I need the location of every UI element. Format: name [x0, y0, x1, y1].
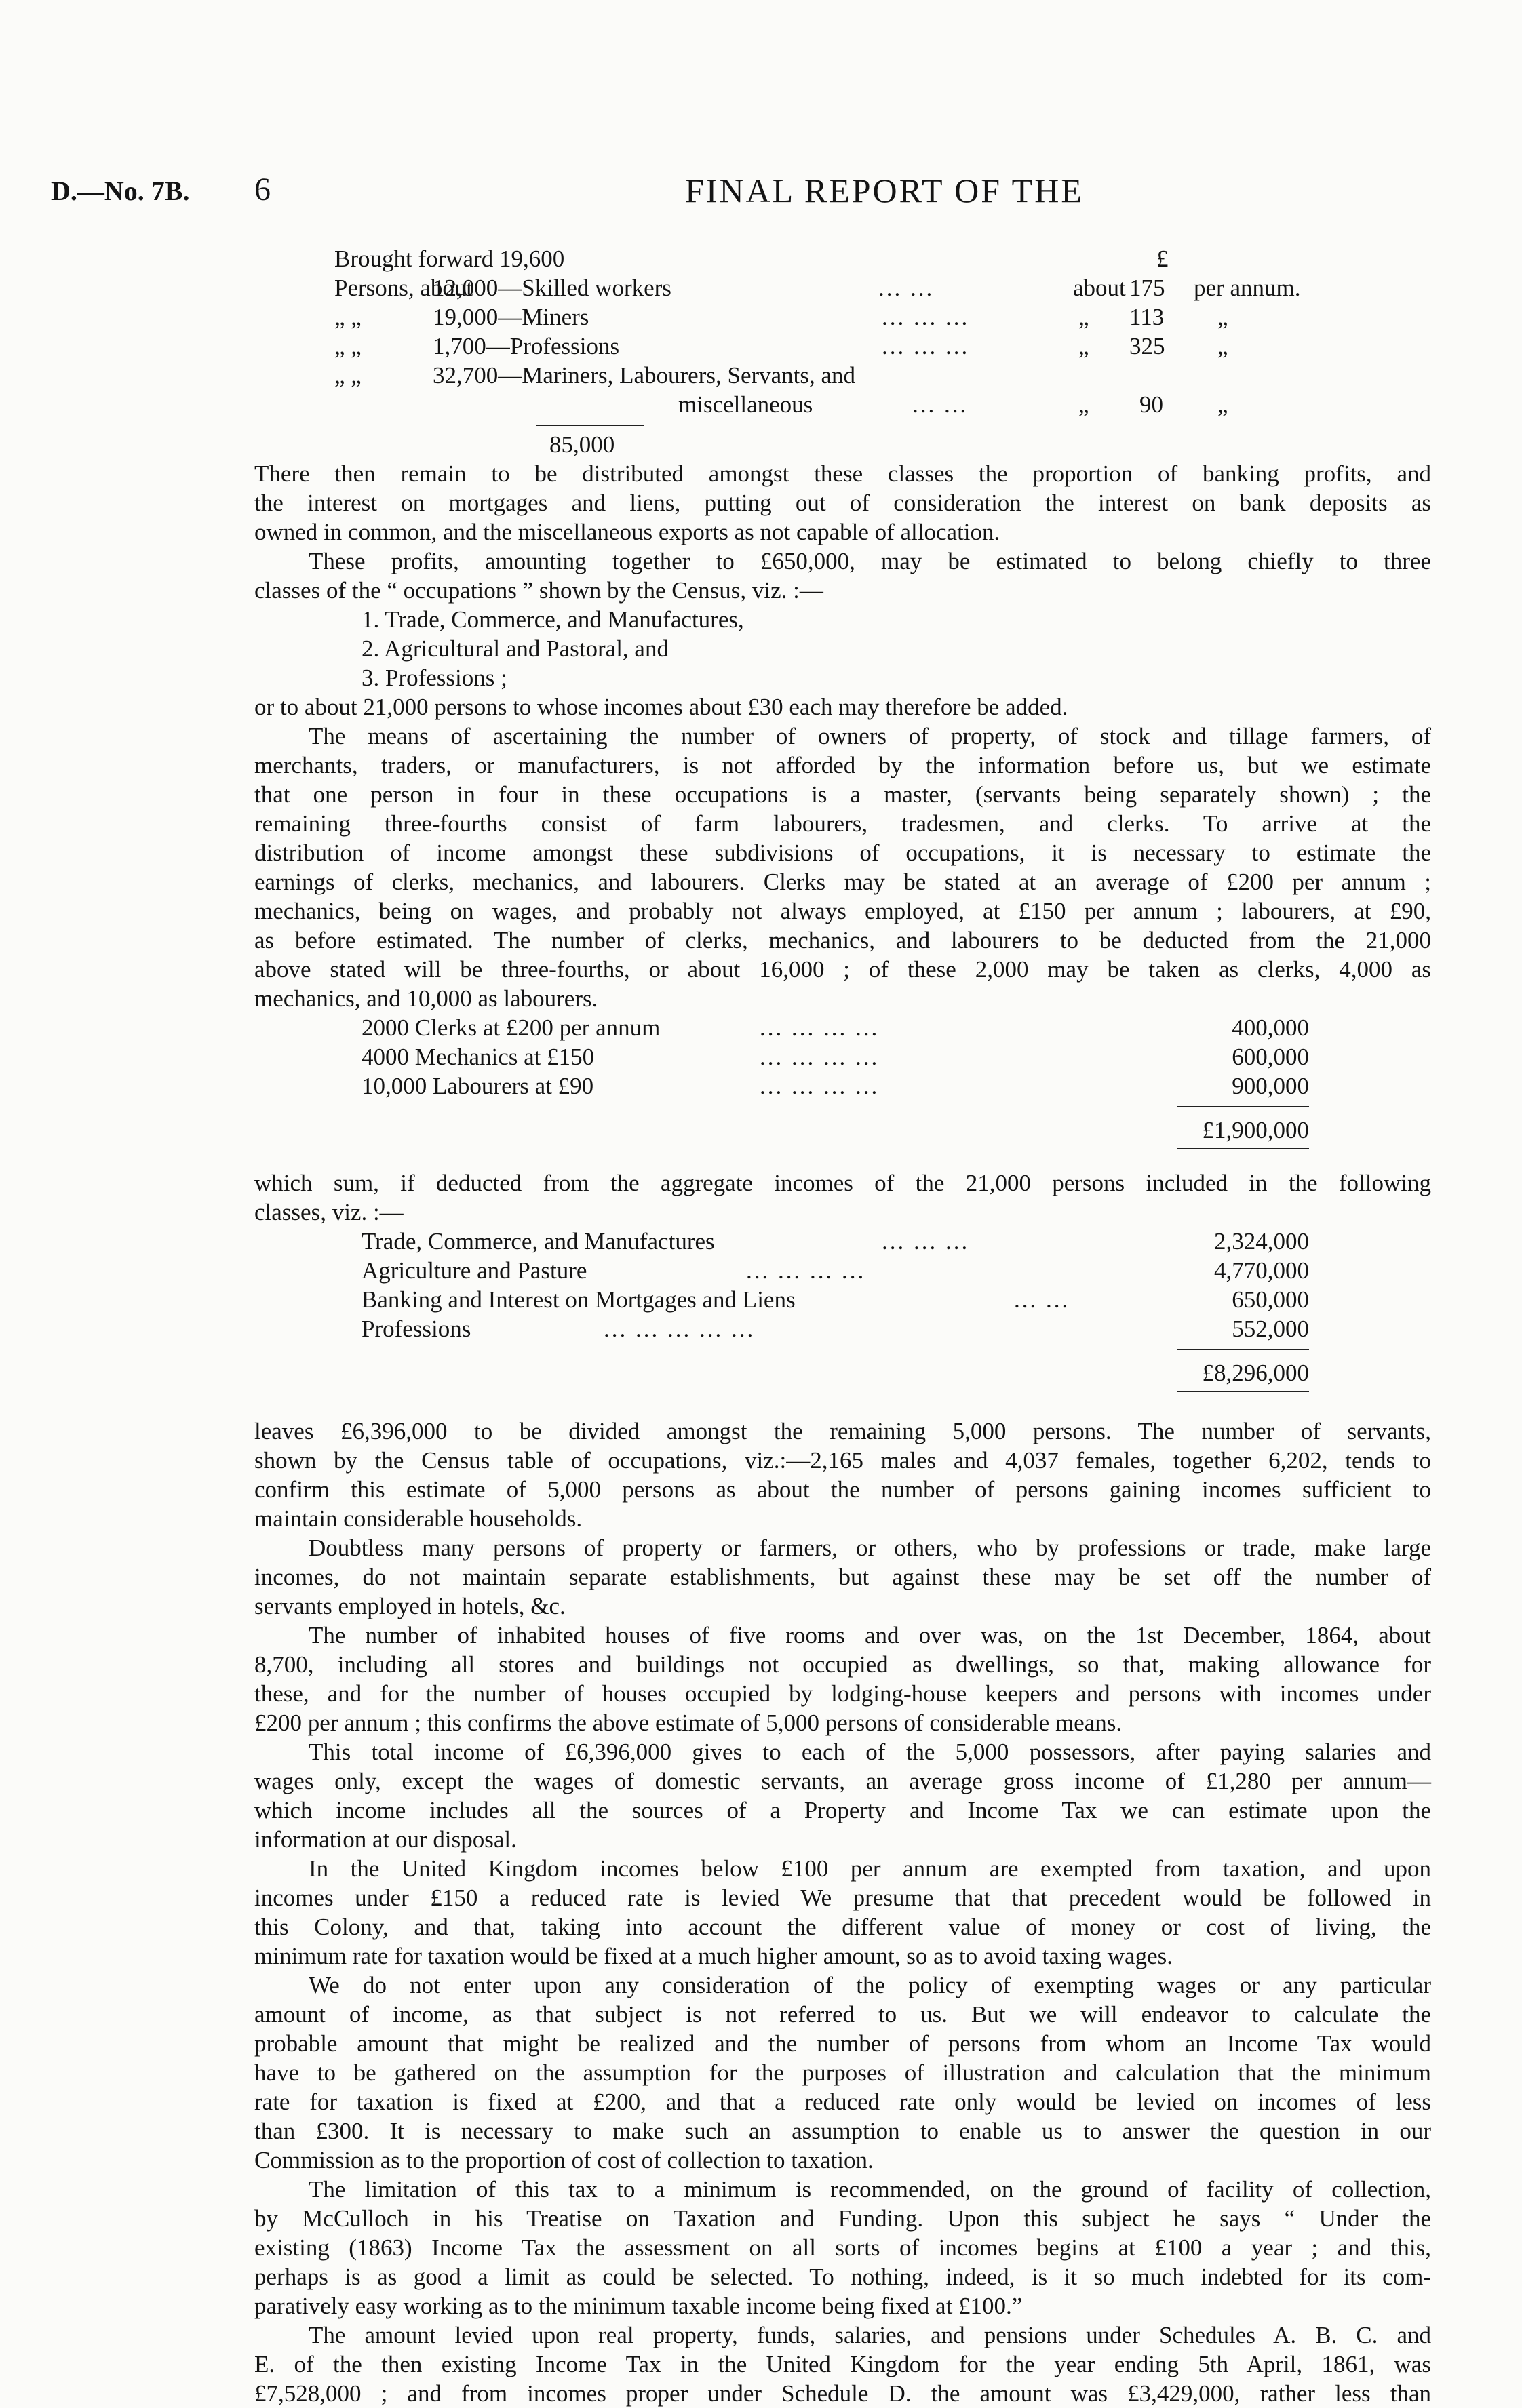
- class-item: 1. Trade, Commerce, and Manufactures,: [362, 606, 744, 633]
- text-line-last: £200 per annum ; this confirms the above estimate of 5,000 persons of considerable means.: [254, 1710, 1123, 1736]
- wages-row: [254, 1042, 1431, 1071]
- text-line: amount of income, as that subject is not referred to us. But we will endeavor to calculate the: [254, 2001, 1431, 2028]
- paragraph-policy: [254, 1971, 1431, 2175]
- text-line-last: maintain considerable households.: [254, 1505, 583, 1532]
- text-line: 8,700, including all stores and buildings not occupied as dwellings, so that, making allowance for: [254, 1651, 1431, 1678]
- text-line: have to be gathered on the assumption for the purposes of illustration and calculation that the minimum: [254, 2059, 1431, 2086]
- paragraph-means-ascertaining: [254, 722, 1431, 1013]
- occupation-about: about: [1073, 275, 1126, 301]
- wages-rule: [1177, 1106, 1309, 1107]
- occupation-unit: „: [1217, 333, 1228, 359]
- text-line: remaining three-fourths consist of farm labourers, tradesmen, and clerks. To arrive at the: [254, 810, 1431, 837]
- text-line-last: information at our disposal.: [254, 1826, 517, 1853]
- income-label: Banking and Interest on Mortgages and Liens: [362, 1286, 796, 1313]
- occupation-row: [254, 273, 1431, 302]
- occupation-dots: ... ... ...: [882, 304, 970, 330]
- text-line: probable amount that might be realized and the number of persons from whom an Income Tax would: [254, 2030, 1431, 2057]
- occupation-count: 1,700—Professions: [433, 333, 620, 359]
- paragraph-amount-levied: [254, 2321, 1431, 2408]
- text-line-last: owned in common, and the miscellaneous exports as not capable of allocation.: [254, 519, 1000, 545]
- text-line: which sum, if deducted from the aggregate incomes of the 21,000 persons included in the following: [254, 1170, 1431, 1196]
- text-line: We do not enter upon any consideration of the policy of exempting wages or any particular: [309, 1972, 1431, 1998]
- occupation-unit: per annum.: [1194, 275, 1301, 301]
- text-line: confirm this estimate of 5,000 persons as about the number of persons gaining incomes sufficient to: [254, 1476, 1431, 1503]
- text-line: existing (1863) Income Tax the assessment on all sorts of incomes begins at £100 a year ; and this,: [254, 2234, 1431, 2261]
- paragraph-persons-added: or to about 21,000 persons to whose incomes about £30 each may therefore be added.: [254, 694, 1068, 720]
- paragraph-profits-classes: [254, 547, 1431, 605]
- brought-forward: Brought forward 19,600: [334, 245, 565, 272]
- income-label: Professions: [362, 1316, 471, 1342]
- occupation-count: miscellaneous: [678, 391, 813, 418]
- total-rule: [536, 425, 644, 426]
- text-line: These profits, amounting together to £650,000, may be estimated to belong chiefly to three: [309, 548, 1431, 574]
- wages-rule-bottom: [1177, 1148, 1309, 1149]
- occupation-pre: „ „: [334, 362, 362, 389]
- text-line: The number of inhabited houses of five rooms and over was, on the 1st December, 1864, about: [309, 1622, 1431, 1649]
- wages-total: £1,900,000: [1202, 1117, 1309, 1143]
- text-line-last: classes, viz. :—: [254, 1199, 404, 1225]
- occupation-count: 12,000—Skilled workers: [433, 275, 671, 301]
- occupation-pre: „ „: [334, 333, 362, 359]
- report-body: [254, 244, 1431, 2408]
- occupation-total-row: [254, 419, 1431, 458]
- text-line: Doubtless many persons of property or farmers, or others, who by professions or trade, make large: [309, 1535, 1431, 1561]
- text-line: than £300. It is necessary to make such an assumption to enable us to answer the question in our: [254, 2118, 1431, 2144]
- occupation-unit: „: [1217, 391, 1228, 418]
- wages-label: 10,000 Labourers at £90: [362, 1073, 594, 1099]
- occupation-rows: [254, 273, 1431, 419]
- wages-dots: ... ... ... ...: [760, 1014, 880, 1041]
- text-line: earnings of clerks, mechanics, and labourers. Clerks may be stated at an average of £200 per annum ;: [254, 869, 1431, 895]
- wages-value: 600,000: [1232, 1044, 1309, 1070]
- text-line: incomes under £150 a reduced rate is levied We presume that that precedent would be followed in: [254, 1884, 1431, 1911]
- text-line-last: mechanics, and 10,000 as labourers.: [254, 985, 598, 1012]
- income-row: [254, 1314, 1431, 1343]
- text-line: shown by the Census table of occupations, viz.:—2,165 males and 4,037 females, together 6,202, tends to: [254, 1447, 1431, 1474]
- incomes-rule: [1177, 1349, 1309, 1350]
- occupation-amt: 325: [1129, 333, 1165, 359]
- income-value: 4,770,000: [1214, 1257, 1309, 1284]
- text-line: which income includes all the sources of a Property and Income Tax we can estimate upon the: [254, 1797, 1431, 1823]
- running-title: FINAL REPORT OF THE: [685, 172, 1084, 210]
- occupation-count: 32,700—Mariners, Labourers, Servants, and: [433, 362, 856, 389]
- text-line: wages only, except the wages of domestic servants, an average gross income of £1,280 per annum—: [254, 1768, 1431, 1794]
- pound-symbol: £: [1156, 245, 1169, 272]
- class-item: 2. Agricultural and Pastoral, and: [362, 635, 669, 662]
- text-line-last: servants employed in hotels, &c.: [254, 1593, 566, 1619]
- income-row: [254, 1256, 1431, 1285]
- text-line: above stated will be three-fourths, or about 16,000 ; of these 2,000 may be taken as clerks, 4,000 as: [254, 956, 1431, 983]
- paragraph-deducted-sum: [254, 1168, 1431, 1227]
- text-line: incomes, do not maintain separate establishments, but against these may be set off the number of: [254, 1564, 1431, 1590]
- page-header: [51, 171, 1435, 212]
- income-label: Agriculture and Pasture: [362, 1257, 587, 1284]
- text-line: £7,528,000 ; and from incomes proper under Schedule D. the amount was £3,429,000, rather less than: [254, 2380, 1431, 2407]
- wages-label: 4000 Mechanics at £150: [362, 1044, 595, 1070]
- income-label: Trade, Commerce, and Manufactures: [362, 1228, 715, 1255]
- wages-dots: ... ... ... ...: [760, 1073, 880, 1099]
- incomes-rule-bottom: [1177, 1391, 1309, 1392]
- paragraph-inhabited-houses: [254, 1621, 1431, 1737]
- text-line: rate for taxation is fixed at £200, and that a reduced rate only would be levied on incomes of less: [254, 2089, 1431, 2115]
- text-line: There then remain to be distributed amongst these classes the proportion of banking profits, and: [254, 460, 1431, 487]
- wages-total-row: [254, 1101, 1431, 1148]
- text-line: this Colony, and that, taking into account the different value of money or cost of living, the: [254, 1914, 1431, 1940]
- wages-label: 2000 Clerks at £200 per annum: [362, 1014, 661, 1041]
- text-line: In the United Kingdom incomes below £100 per annum are exempted from taxation, and upon: [309, 1855, 1431, 1882]
- text-line-last: classes of the “ occupations ” shown by the Census, viz. :—: [254, 577, 823, 604]
- occupation-count: 19,000—Miners: [433, 304, 589, 330]
- occupation-total: 85,000: [549, 431, 615, 458]
- text-line: The amount levied upon real property, funds, salaries, and pensions under Schedules A. B. C. and: [309, 2322, 1431, 2348]
- incomes-total: £8,296,000: [1202, 1360, 1309, 1386]
- occupation-pre: „ „: [334, 304, 362, 330]
- wages-value: 900,000: [1232, 1073, 1309, 1099]
- text-line: by McCulloch in his Treatise on Taxation and Funding. Upon this subject he says “ Under the: [254, 2205, 1431, 2232]
- paragraph-doubtless: [254, 1533, 1431, 1621]
- occupation-row: [254, 302, 1431, 332]
- text-line: The limitation of this tax to a minimum is recommended, on the ground of facility of collection,: [309, 2176, 1431, 2203]
- text-line: E. of the then existing Income Tax in the United Kingdom for the year ending 5th April, 1861, was: [254, 2351, 1431, 2377]
- text-line: merchants, traders, or manufacturers, is not afforded by the information before us, but we estimate: [254, 752, 1431, 778]
- income-dots: ... ... ... ... ...: [604, 1316, 756, 1342]
- occupation-pre: Persons, about: [334, 275, 473, 301]
- occupation-about: „: [1078, 391, 1089, 418]
- occupation-dots: ... ... ...: [882, 333, 970, 359]
- occupation-amt: 113: [1129, 304, 1165, 330]
- document-reference: D.—No. 7B.: [51, 176, 190, 206]
- page-number: 6: [254, 172, 271, 208]
- incomes-table: [254, 1227, 1431, 1343]
- income-dots: ... ... ...: [882, 1228, 970, 1255]
- text-line: as before estimated. The number of clerks, mechanics, and labourers to be deducted from the 21,000: [254, 927, 1431, 953]
- text-line: the interest on mortgages and liens, putting out of consideration the interest on bank deposits as: [254, 490, 1431, 516]
- paragraph-limitation: [254, 2175, 1431, 2321]
- occupation-about: „: [1078, 304, 1089, 330]
- income-dots: ... ...: [1014, 1286, 1070, 1313]
- text-line-last: Commission as to the proportion of cost of collection to taxation.: [254, 2147, 874, 2173]
- income-row: [254, 1285, 1431, 1314]
- occupation-row: [254, 332, 1431, 361]
- text-line: that one person in four in these occupations is a master, (servants being separately shown) ; the: [254, 781, 1431, 808]
- text-line: The means of ascertaining the number of owners of property, of stock and tillage farmers, of: [309, 723, 1431, 749]
- wages-dots: ... ... ... ...: [760, 1044, 880, 1070]
- occupation-about: „: [1078, 333, 1089, 359]
- paragraph-total-income: [254, 1737, 1431, 1854]
- paragraph-united-kingdom: [254, 1854, 1431, 1971]
- income-dots: ... ... ... ...: [746, 1257, 866, 1284]
- class-list: [254, 605, 1431, 692]
- text-line: mechanics, being on wages, and probably not always employed, at £150 per annum ; labourers, at £90,: [254, 898, 1431, 924]
- occupation-amt: 90: [1139, 391, 1163, 418]
- wages-row: [254, 1013, 1431, 1042]
- occupation-unit: „: [1217, 304, 1228, 330]
- wages-table: [254, 1013, 1431, 1101]
- income-value: 2,324,000: [1214, 1228, 1309, 1255]
- occupation-row: [254, 390, 1431, 419]
- income-value: 650,000: [1232, 1286, 1309, 1313]
- text-line: leaves £6,396,000 to be divided amongst the remaining 5,000 persons. The number of servants,: [254, 1418, 1431, 1444]
- paragraph-remaining-persons: [254, 1417, 1431, 1533]
- occupation-dots: ... ...: [878, 275, 935, 301]
- occupation-row: [254, 361, 1431, 390]
- occupation-dots: ... ...: [912, 391, 969, 418]
- wages-row: [254, 1071, 1431, 1101]
- occupation-amt: 175: [1129, 275, 1165, 301]
- text-line: perhaps is as good a limit as could be selected. To nothing, indeed, is it so much indebted for its com-: [254, 2264, 1431, 2290]
- class-item: 3. Professions ;: [362, 665, 507, 691]
- text-line-last: minimum rate for taxation would be fixed at a much higher amount, so as to avoid taxing wages.: [254, 1943, 1173, 1969]
- income-value: 552,000: [1232, 1316, 1309, 1342]
- text-line: This total income of £6,396,000 gives to each of the 5,000 possessors, after paying salaries and: [309, 1739, 1431, 1765]
- paragraph-banking-profits: [254, 459, 1431, 547]
- text-line-last: paratively easy working as to the minimum taxable income being fixed at £100.”: [254, 2293, 1023, 2319]
- income-row: [254, 1227, 1431, 1256]
- brought-forward-row: [254, 244, 1431, 273]
- incomes-total-row: [254, 1343, 1431, 1391]
- text-line: distribution of income amongst these subdivisions of occupations, it is necessary to estimate the: [254, 840, 1431, 866]
- wages-value: 400,000: [1232, 1014, 1309, 1041]
- text-line: these, and for the number of houses occupied by lodging-house keepers and persons with incomes under: [254, 1680, 1431, 1707]
